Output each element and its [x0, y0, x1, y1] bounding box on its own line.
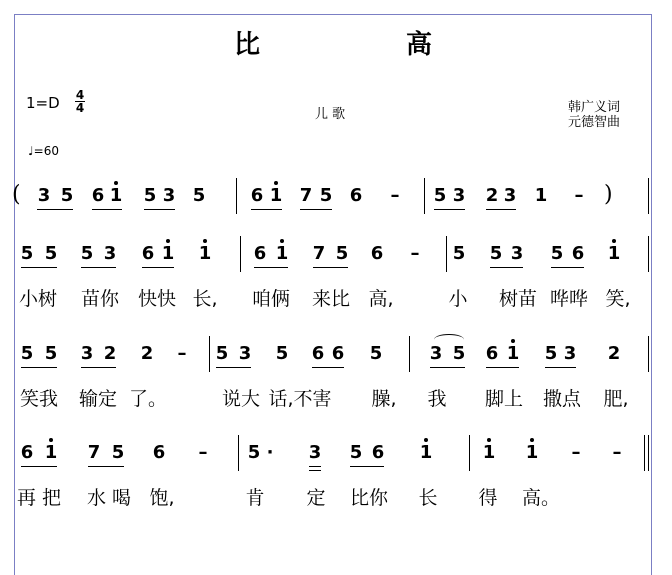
- note: 6: [20, 442, 34, 463]
- note: 5: [215, 343, 229, 364]
- composer-credit: 元德智曲: [568, 115, 621, 130]
- beam-line: [313, 267, 348, 268]
- lyric-word: 肥,: [603, 388, 629, 410]
- beam-line: [545, 367, 576, 368]
- note: 5: [44, 343, 58, 364]
- beam-line: [300, 209, 332, 210]
- beam-line: [312, 367, 344, 368]
- lyric-word: 话,不害: [268, 388, 332, 410]
- note: 5: [192, 185, 206, 206]
- lyric-word: 肯: [245, 487, 265, 509]
- lyric-word: 高。: [521, 487, 561, 509]
- tempo-mark: ♩=60: [28, 144, 59, 158]
- lyric-word: 饱,: [149, 487, 175, 509]
- note: 1: [506, 343, 520, 364]
- beam-line: [88, 466, 124, 467]
- note: 5: [275, 343, 289, 364]
- note: –: [574, 185, 584, 206]
- note: 3: [162, 185, 176, 206]
- lyric-word: 得: [478, 487, 498, 509]
- note: 1: [419, 442, 433, 463]
- beam-line: [81, 267, 116, 268]
- note: 6: [91, 185, 105, 206]
- octave-dot: [114, 181, 118, 185]
- bar-line: [236, 178, 237, 214]
- slur-arc: [434, 334, 464, 345]
- beam-line: [92, 209, 122, 210]
- lyric-word: 我: [427, 388, 447, 410]
- bar-line: [644, 435, 645, 471]
- note: 5: [20, 343, 34, 364]
- note: 5: [550, 243, 564, 264]
- beam-line: [486, 209, 516, 210]
- note: 3: [452, 185, 466, 206]
- bar-line: [424, 178, 425, 214]
- lyricist-credit: 韩广义词: [568, 100, 621, 115]
- lyric-word: 树苗: [498, 288, 538, 310]
- note: 3: [37, 185, 51, 206]
- note: 6: [485, 343, 499, 364]
- note: 6: [571, 243, 585, 264]
- note: 3: [503, 185, 517, 206]
- note: 3: [563, 343, 577, 364]
- octave-dot: [511, 339, 515, 343]
- octave-dot: [424, 438, 428, 442]
- lyric-word: 来比: [311, 288, 351, 310]
- beam-line: [216, 367, 251, 368]
- note: 1: [44, 442, 58, 463]
- note: 7: [87, 442, 101, 463]
- beam-line: [430, 367, 465, 368]
- lyric-word: 高,: [368, 288, 394, 310]
- octave-dot: [203, 239, 207, 243]
- lyric-word: 臊,: [371, 388, 397, 410]
- note: 6: [250, 185, 264, 206]
- note: 2: [140, 343, 154, 364]
- note: 1: [269, 185, 283, 206]
- note: 1: [534, 185, 548, 206]
- note: –: [177, 343, 187, 364]
- note: –: [390, 185, 400, 206]
- note: 5: [143, 185, 157, 206]
- note: 3: [510, 243, 524, 264]
- beam-line: [142, 267, 174, 268]
- note: 2: [485, 185, 499, 206]
- note: 1: [525, 442, 539, 463]
- note: 7: [312, 243, 326, 264]
- note: 7: [299, 185, 313, 206]
- lyric-word: 长: [418, 487, 438, 509]
- lyric-word: 说大: [221, 388, 261, 410]
- lyric-word: 小树: [18, 288, 58, 310]
- lyric-word: 小: [448, 288, 468, 310]
- note: ·: [266, 442, 274, 463]
- note: 6: [152, 442, 166, 463]
- beam-line: [37, 209, 73, 210]
- note: 3: [238, 343, 252, 364]
- note: 3: [103, 243, 117, 264]
- beam-line: [486, 367, 519, 368]
- bar-line: [409, 336, 410, 372]
- lyric-word: 定: [306, 487, 326, 509]
- note: 6: [253, 243, 267, 264]
- note: 6: [331, 343, 345, 364]
- bar-line: [238, 435, 239, 471]
- bar-line: [648, 178, 649, 214]
- lyric-word: 哗哗: [549, 288, 589, 310]
- beam-line: [309, 466, 321, 467]
- beam-line: [21, 267, 57, 268]
- note: 3: [80, 343, 94, 364]
- lyric-word: 了。: [128, 388, 168, 410]
- lyric-word: 水 喝: [86, 487, 132, 509]
- beam-line: [144, 209, 175, 210]
- song-title-char-2: 高: [406, 30, 433, 60]
- octave-dot: [280, 239, 284, 243]
- lyric-word: 再 把: [16, 487, 62, 509]
- note: 3: [429, 343, 443, 364]
- bar-line: [209, 336, 210, 372]
- bar-line: [469, 435, 470, 471]
- bar-line: [648, 435, 649, 471]
- beam-line: [490, 267, 523, 268]
- octave-dot: [166, 239, 170, 243]
- bar-line: [240, 236, 241, 272]
- note: 5: [544, 343, 558, 364]
- note: 5: [452, 343, 466, 364]
- note: 5: [20, 243, 34, 264]
- note: 6: [371, 442, 385, 463]
- lyric-word: 笑我: [19, 388, 59, 410]
- lyric-word: 苗你: [80, 288, 120, 310]
- beam-line: [309, 470, 321, 471]
- note: 5: [44, 243, 58, 264]
- key-signature: 1=D: [26, 94, 60, 112]
- note: 5: [433, 185, 447, 206]
- note: 5: [111, 442, 125, 463]
- beam-line: [81, 367, 116, 368]
- beam-line: [251, 209, 282, 210]
- song-title-char-1: 比: [234, 30, 261, 60]
- note: 5: [335, 243, 349, 264]
- octave-dot: [49, 438, 53, 442]
- note: –: [198, 442, 208, 463]
- note: 1: [109, 185, 123, 206]
- note: 5: [452, 243, 466, 264]
- paren-mark: ): [604, 182, 613, 207]
- note: 1: [482, 442, 496, 463]
- note: –: [410, 243, 420, 264]
- bar-line: [648, 236, 649, 272]
- lyric-word: 比你: [349, 487, 389, 509]
- note: 6: [370, 243, 384, 264]
- bar-line: [648, 336, 649, 372]
- time-signature: [74, 89, 86, 114]
- note: –: [612, 442, 622, 463]
- beam-line: [434, 209, 465, 210]
- note: 3: [308, 442, 322, 463]
- beam-line: [350, 466, 384, 467]
- note: 5: [489, 243, 503, 264]
- note: 5: [80, 243, 94, 264]
- note: 5: [369, 343, 383, 364]
- note: 5: [349, 442, 363, 463]
- note: –: [571, 442, 581, 463]
- note: 1: [607, 243, 621, 264]
- time-signature-top: 4: [75, 88, 85, 102]
- note: 1: [198, 243, 212, 264]
- note: 2: [607, 343, 621, 364]
- note: 6: [349, 185, 363, 206]
- lyric-word: 撒点: [542, 388, 582, 410]
- beam-line: [21, 367, 57, 368]
- beam-line: [551, 267, 584, 268]
- beam-line: [21, 466, 57, 467]
- beam-line: [254, 267, 288, 268]
- note: 2: [103, 343, 117, 364]
- note: 6: [311, 343, 325, 364]
- note: 5: [60, 185, 74, 206]
- lyric-word: 咱俩: [251, 288, 291, 310]
- octave-dot: [487, 438, 491, 442]
- octave-dot: [530, 438, 534, 442]
- note: 1: [275, 243, 289, 264]
- lyric-word: 脚上: [484, 388, 524, 410]
- lyric-word: 长,: [192, 288, 218, 310]
- octave-dot: [612, 239, 616, 243]
- lyric-word: 快快: [137, 288, 177, 310]
- paren-mark: (: [12, 182, 21, 207]
- note: 6: [141, 243, 155, 264]
- time-signature-bottom: 4: [75, 101, 85, 115]
- note: 5: [319, 185, 333, 206]
- genre-label: 儿 歌: [315, 107, 346, 122]
- octave-dot: [274, 181, 278, 185]
- lyric-word: 输定: [78, 388, 118, 410]
- bar-line: [446, 236, 447, 272]
- note: 1: [161, 243, 175, 264]
- note: 5: [247, 442, 261, 463]
- lyric-word: 笑,: [605, 288, 631, 310]
